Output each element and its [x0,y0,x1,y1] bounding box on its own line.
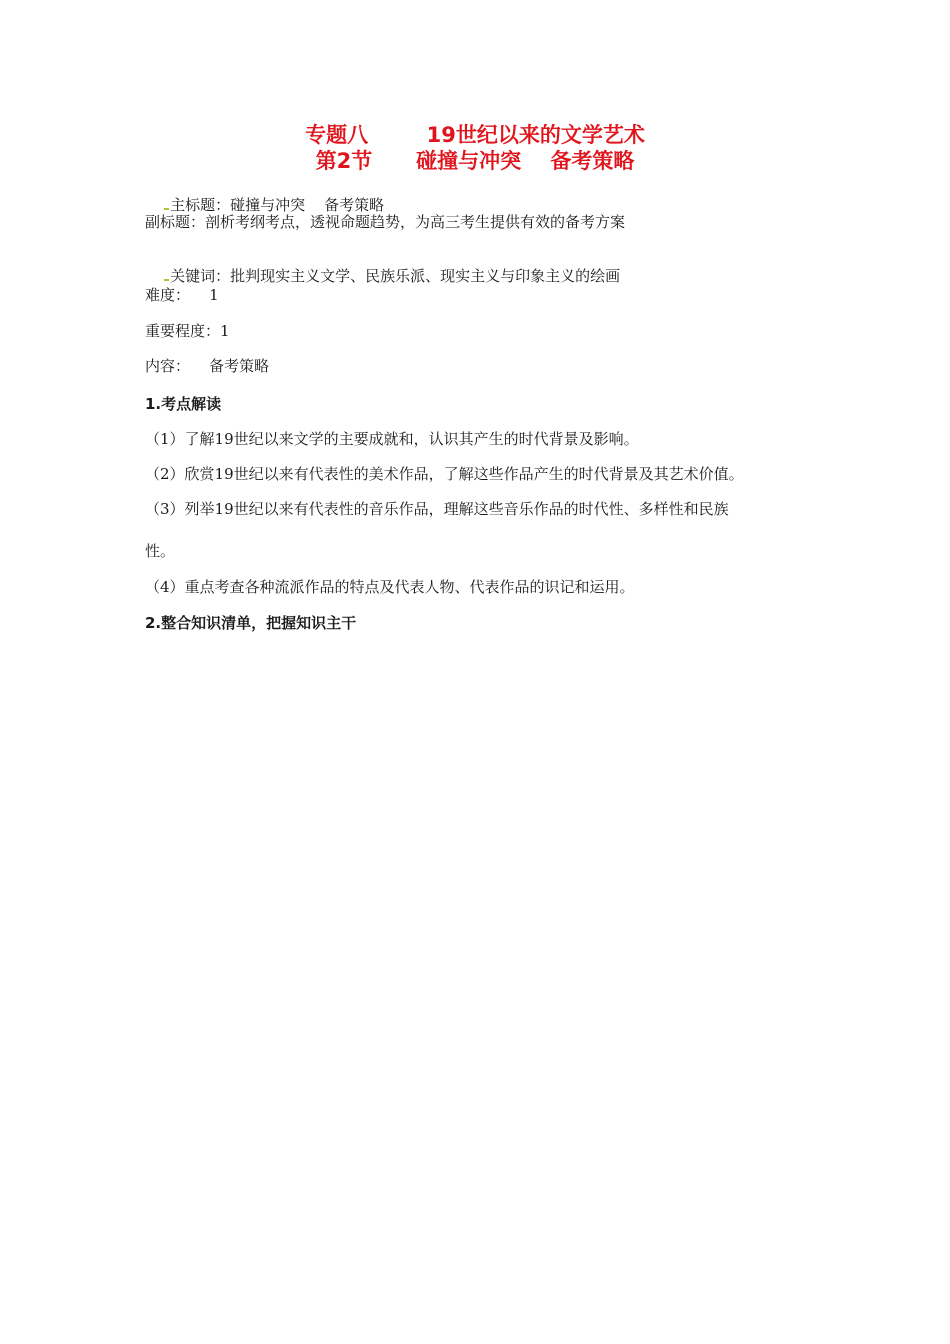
list-item-continuation: 性。 [145,542,176,560]
document-title-line-1: 专题八 19世纪以来的文学艺术 [305,123,645,147]
list-item: （2）欣赏19世纪以来有代表性的美术作品，了解这些作品产生的时代背景及其艺术价值。 [145,465,744,483]
revision-marker [164,208,169,210]
subtitle-line: 副标题：剖析考纲考点，透视命题趋势，为高三考生提供有效的备考方案 [145,213,626,231]
importance-line: 重要程度：1 [145,322,230,340]
content-line: 内容： 备考策略 [145,357,270,375]
section-2-heading: 2.整合知识清单，把握知识主干 [145,614,357,632]
list-item: （4）重点考查各种流派作品的特点及代表人物、代表作品的识记和运用。 [145,578,635,596]
keywords-text: 关键词：批判现实主义文学、民族乐派、现实主义与印象主义的绘画 [170,267,621,285]
revision-marker [164,279,169,281]
list-item: （3）列举19世纪以来有代表性的音乐作品，理解这些音乐作品的时代性、多样性和民族 [145,500,729,518]
document-title-line-2: 第2节 碰撞与冲突 备考策略 [315,149,635,173]
main-title-text: 主标题：碰撞与冲突 备考策略 [170,196,385,214]
list-item: （1）了解19世纪以来文学的主要成就和，认识其产生的时代背景及影响。 [145,430,639,448]
difficulty-line: 难度： 1 [145,286,219,304]
section-1-heading: 1.考点解读 [145,395,222,413]
